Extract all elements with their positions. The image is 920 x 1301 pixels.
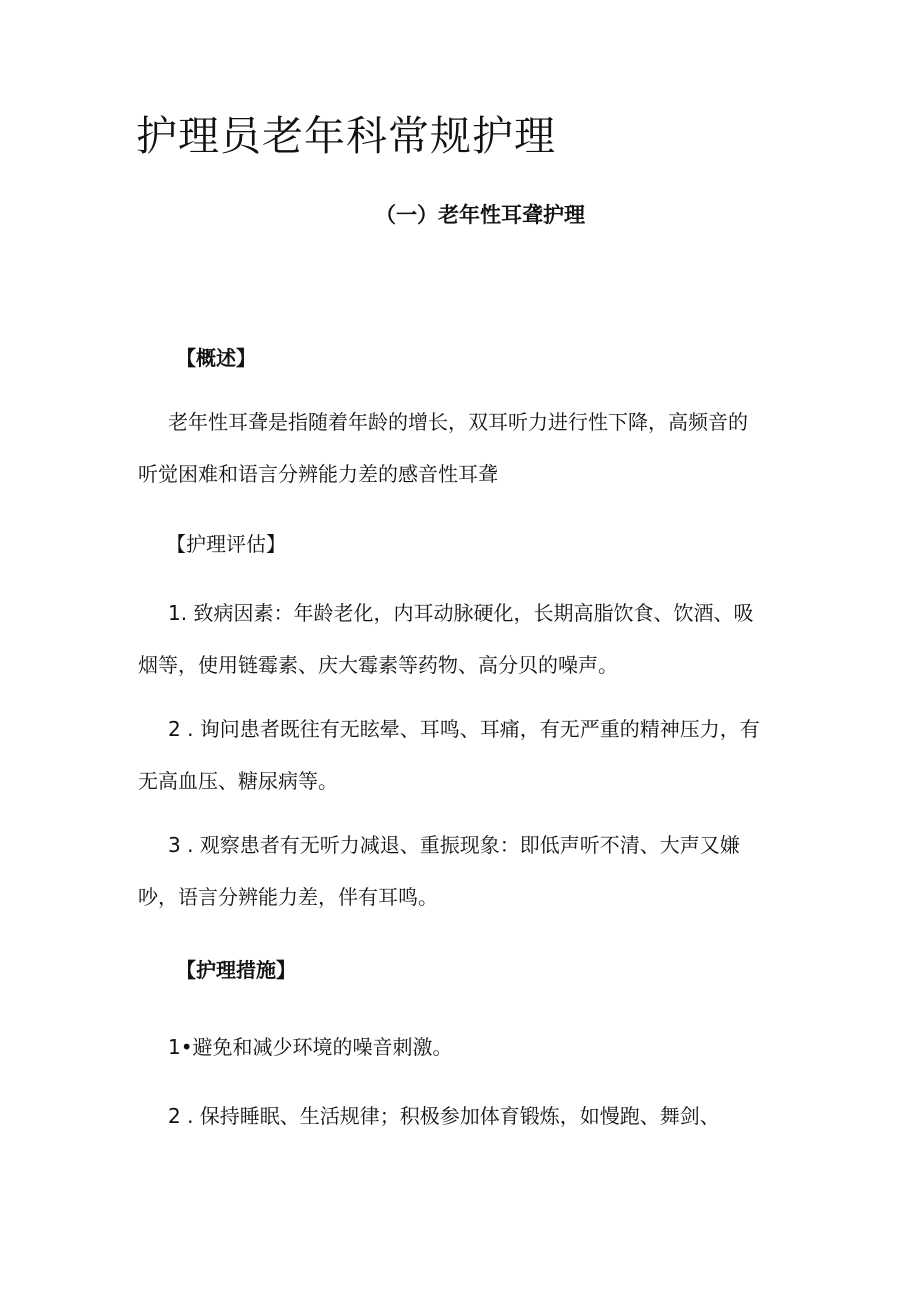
overview-paragraph: [138, 396, 788, 500]
assessment-item-2-line-2: 无高血压、糖尿病等。: [138, 769, 338, 793]
assessment-item-3-line-1: 3 . 观察患者有无听力减退、重振现象：即低声听不清、大声又嫌: [168, 833, 740, 857]
overview-heading: 【概述】: [176, 346, 256, 370]
overview-line-2: 听觉困难和语言分辨能力差的感音性耳聋: [138, 462, 498, 486]
measures-item-1: [138, 1021, 788, 1073]
assessment-item-3: [138, 819, 788, 923]
assessment-item-1-line-1: 1. 致病因素：年龄老化，内耳动脉硬化，长期高脂饮食、饮酒、吸: [168, 601, 754, 625]
assessment-item-1: [138, 587, 788, 691]
measures-heading: 【护理措施】: [176, 958, 296, 982]
assessment-item-3-line-2: 吵，语言分辨能力差，伴有耳鸣。: [138, 885, 438, 909]
document-title: 护理员老年科常规护理: [136, 112, 556, 160]
measures-item-1-line-1: 1•避免和减少环境的噪音刺激。: [168, 1035, 453, 1059]
assessment-item-1-line-2: 烟等，使用链霉素、庆大霉素等药物、高分贝的噪声。: [138, 653, 618, 677]
measures-item-2: [138, 1090, 788, 1142]
overview-line-1: 老年性耳聋是指随着年龄的增长，双耳听力进行性下降，高频音的: [168, 410, 748, 434]
section-subtitle: （一）老年性耳聋护理: [375, 203, 585, 227]
assessment-item-2: [138, 703, 788, 807]
measures-item-2-line-1: 2 . 保持睡眠、生活规律；积极参加体育锻炼，如慢跑、舞剑、: [168, 1104, 720, 1128]
assessment-item-2-line-1: 2 . 询问患者既往有无眩晕、耳鸣、耳痛，有无严重的精神压力，有: [168, 717, 760, 741]
assessment-heading: 【护理评估】: [166, 532, 286, 556]
